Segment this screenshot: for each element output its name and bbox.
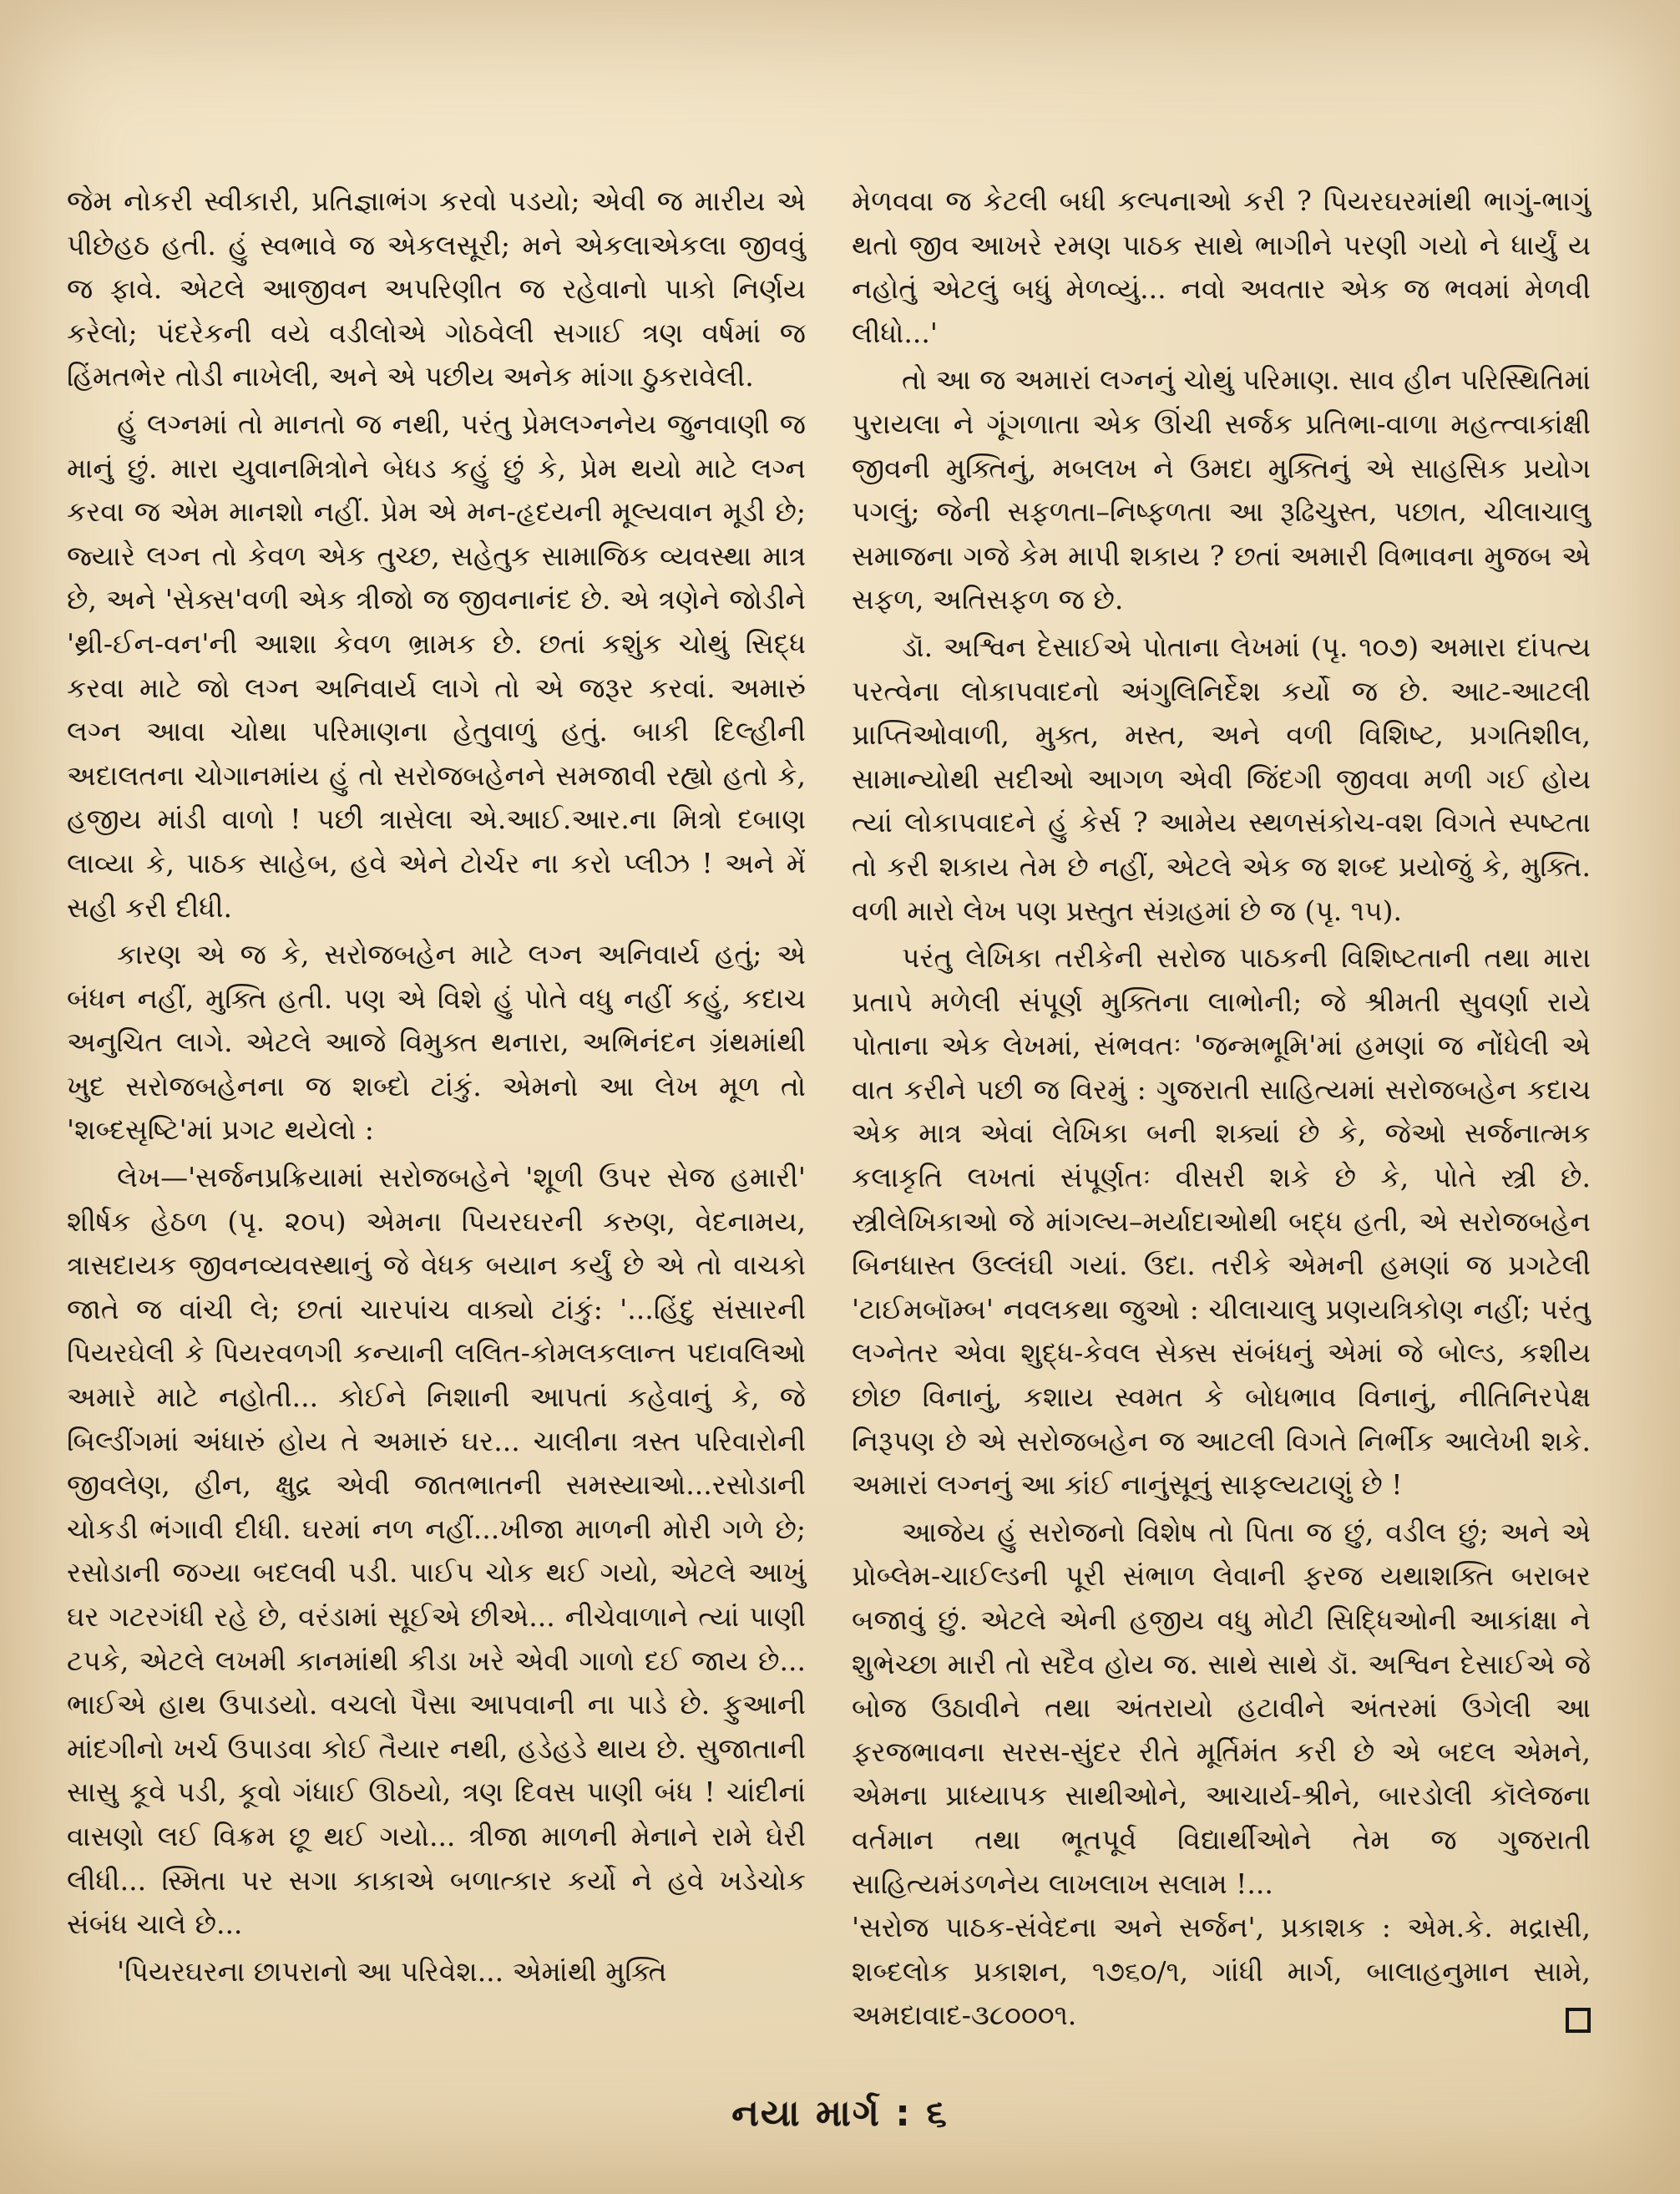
right-column — [852, 180, 1591, 2038]
paragraph: તો આ જ અમારાં લગ્નનું ચોથું પરિમાણ. સાવ હીન પરિસ્થિતિમાં પુરાયલા ને ગૂંગળાતા એક ઊંચી સર્જક પ્રતિભા-વાળા મહત્ત્વાકાંક્ષી જીવની મુક્તિનું, મબલખ ને ઉમદા મુક્તિનું એ સાહસિક પ્રયોગ પગલું; જેની સફળતા–નિષ્ફળતા આ રૂઢિચુસ્ત, પછાત, ચીલાચાલુ સમાજના ગજે કેમ માપી શકાય ? છતાં અમારી વિભાવના મુજબ એ સફળ, અતિસફળ જ છે. — [852, 363, 1591, 616]
end-of-article-square-icon — [1566, 2008, 1591, 2033]
paragraph: લેખ—'સર્જનપ્રક્રિયામાં સરોજબહેને 'શૂળી ઉપર સેજ હમારી' શીર્ષક હેઠળ (પૃ. ૨૦૫) એમના પિયરઘરની કરુણ, વેદનામય, ત્રાસદાયક જીવનવ્યવસ્થાનું જે વેધક બયાન કર્યું છે એ તો વાચકો જાતે જ વાંચી લે; છતાં ચારપાંચ વાક્યો ટાંકું: '...હિંદુ સંસારની પિયરઘેલી કે પિયરવળગી કન્યાની લલિત-કોમલકલાન્ત પદાવલિઓ અમારે માટે નહોતી... કોઈને નિશાની આપતાં કહેવાનું કે, જે બિલ્ડીંગમાં અંધારું હોય તે અમારું ઘર... ચાલીના ત્રસ્ત પરિવારોની જીવલેણ, હીન, ક્ષુદ્ર એવી જાતભાતની સમસ્યાઓ...રસોડાની ચોકડી ભંગાવી દીધી. ઘરમાં નળ નહીં...ખીજા માળની મોરી ગળે છે; રસોડાની જગ્યા બદલવી પડી. પાઈપ ચોક થઈ ગયો, એટલે આખું ઘર ગટરગંધી રહે છે, વરંડામાં સૂઈએ છીએ... નીચેવાળાને ત્યાં પાણી ટપકે, એટલે લખમી કાનમાંથી કીડા ખરે એવી ગાળો દઈ જાય છે... ભાઈએ હાથ ઉપાડયો. વચલો પૈસા આપવાની ના પાડે છે. ફુઆની માંદગીનો ખર્ચ ઉપાડવા કોઈ તૈયાર નથી, હડેહડે થાય છે. સુજાતાની સાસુ કૂવે પડી, કૂવો ગંધાઈ ઊઠયો, ત્રણ દિવસ પાણી બંધ ! ચાંદીનાં વાસણો લઈ વિક્રમ છૂ થઈ ગયો... ત્રીજા માળની મેનાને રામે ઘેરી લીધી... સ્મિતા પર સગા કાકાએ બળાત્કાર કર્યો ને હવે ખડેચોક સંબંધ ચાલે છે... — [67, 1161, 806, 1941]
paragraph: કારણ એ જ કે, સરોજબહેન માટે લગ્ન અનિવાર્ય હતું; એ બંધન નહીં, મુક્તિ હતી. પણ એ વિશે હું પોતે વધુ નહીં કહું, કદાચ અનુચિત લાગે. એટલે આજે વિમુક્ત થનારા, અભિનંદન ગ્રંથમાંથી ખુદ સરોજબહેનના જ શબ્દો ટાંકું. એમનો આ લેખ મૂળ તો 'શબ્દસૃષ્ટિ'માં પ્રગટ થયેલો : — [67, 938, 806, 1147]
page-footer: નયા માર્ગ : ૬ — [731, 2092, 949, 2135]
paragraph: ડૉ. અશ્વિન દેસાઈએ પોતાના લેખમાં (પૃ. ૧૦૭) અમારા દાંપત્ય પરત્વેના લોકાપવાદનો અંગુલિનિર્દેશ કર્યો જ છે. આટ-આટલી પ્રાપ્તિઓવાળી, મુક્ત, મસ્ત, અને વળી વિશિષ્ટ, પ્રગતિશીલ, સામાન્યોથી સદીઓ આગળ એવી જિંદગી જીવવા મળી ગઈ હોય ત્યાં લોકાપવાદને હું કેર્સ ? આમેય સ્થળસંકોચ-વશ વિગતે સ્પષ્ટતા તો કરી શકાય તેમ છે નહીં, એટલે એક જ શબ્દ પ્રયોજું કે, મુક્તિ. વળી મારો લેખ પણ પ્રસ્તુત સંગ્રહમાં છે જ (પૃ. ૧૫). — [852, 630, 1591, 927]
citation-block — [852, 1906, 1591, 2038]
paragraph: આજેય હું સરોજનો વિશેષ તો પિતા જ છું, વડીલ છું; અને એ પ્રોબ્લેમ-ચાઈલ્ડની પૂરી સંભાળ લેવાની ફરજ યથાશક્તિ બરાબર બજાવું છું. એટલે એની હજીય વધુ મોટી સિદ્ધિઓની આકાંક્ષા ને શુભેચ્છા મારી તો સદૈવ હોય જ. સાથે સાથે ડૉ. અશ્વિન દેસાઈએ જે બોજ ઉઠાવીને તથા અંતરાયો હટાવીને અંતરમાં ઉગેલી આ ફરજભાવના સરસ-સુંદર રીતે મૂર્તિમંત કરી છે એ બદલ એમને, એમના પ્રાધ્યાપક સાથીઓને, આચાર્ય-શ્રીને, બારડોલી કૉલેજના વર્તમાન તથા ભૂતપૂર્વ વિદ્યાર્થીઓને તેમ જ ગુજરાતી સાહિત્યમંડળનેય લાખલાખ સલામ !... — [852, 1515, 1591, 1900]
citation: 'સરોજ પાઠક-સંવેદના અને સર્જન', પ્રકાશક : એમ.કે. મદ્રાસી, શબ્દલોક પ્રકાશન, ૧૭૬૦/૧, ગાંધી માર્ગ, બાલાહનુમાન સામે, અમદાવાદ-૩૮૦૦૦૧. — [852, 1911, 1591, 2032]
left-column — [67, 180, 806, 1994]
paragraph: 'પિયરઘરના છાપરાનો આ પરિવેશ... એમાંથી મુક્તિ — [117, 1954, 667, 1988]
paragraph: પરંતુ લેખિકા તરીકેની સરોજ પાઠકની વિશિષ્ટતાની તથા મારા પ્રતાપે મળેલી સંપૂર્ણ મુક્તિના લાભોની; જે શ્રીમતી સુવર્ણા રાયે પોતાના એક લેખમાં, સંભવતઃ 'જન્મભૂમિ'માં હમણાં જ નોંધેલી એ વાત કરીને પછી જ વિરમું : ગુજરાતી સાહિત્યમાં સરોજબહેન કદાચ એક માત્ર એવાં લેખિકા બની શક્યાં છે કે, જેઓ સર્જનાત્મક કલાકૃતિ લખતાં સંપૂર્ણતઃ વીસરી શકે છે કે, પોતે સ્ત્રી છે. સ્ત્રીલેખિકાઓ જે માંગલ્ય–મર્યાદાઓથી બદ્ધ હતી, એ સરોજબહેન બિનધાસ્ત ઉલ્લંઘી ગયાં. ઉદા. તરીકે એમની હમણાં જ પ્રગટેલી 'ટાઈમબૉમ્બ' નવલકથા જુઓ : ચીલાચાલુ પ્રણયત્રિકોણ નહીં; પરંતુ લગ્નેતર એવા શુદ્ધ-કેવલ સેક્સ સંબંધનું એમાં જે બોલ્ડ, કશીય છોછ વિનાનું, કશાય સ્વમત કે બોધભાવ વિનાનું, નીતિનિરપેક્ષ નિરૂપણ છે એ સરોજબહેન જ આટલી વિગતે નિર્ભીક આલેખી શકે. અમારાં લગ્નનું આ કાંઈ નાનુંસૂનું સાફલ્યટાણું છે ! — [852, 941, 1591, 1502]
paragraph: હું લગ્નમાં તો માનતો જ નથી, પરંતુ પ્રેમલગ્નનેય જુનવાણી જ માનું છું. મારા યુવાનમિત્રોને બેધડ કહું છું કે, પ્રેમ થયો માટે લગ્ન કરવા જ એમ માનશો નહીં. પ્રેમ એ મન-હૃદયની મૂલ્યવાન મૂડી છે; જ્યારે લગ્ન તો કેવળ એક તુચ્છ, સહેતુક સામાજિક વ્યવસ્થા માત્ર છે, અને 'સેક્સ'વળી એક ત્રીજો જ જીવનાનંદ છે. એ ત્રણેને જોડીને 'થ્રી-ઈન-વન'ની આશા કેવળ ભ્રામક છે. છતાં કશુંક ચોથું સિદ્ધ કરવા માટે જો લગ્ન અનિવાર્ય લાગે તો એ જરૂર કરવાં. અમારું લગ્ન આવા ચોથા પરિમાણના હેતુવાળું હતું. બાકી દિલ્હીની અદાલતના ચોગાનમાંય હું તો સરોજબહેનને સમજાવી રહ્યો હતો કે, હજીય માંડી વાળો ! પછી ત્રાસેલા એ.આઈ.આર.ના મિત્રો દબાણ લાવ્યા કે, પાઠક સાહેબ, હવે એને ટોર્ચર ના કરો પ્લીઝ ! અને મેં સહી કરી દીધી. — [67, 407, 806, 924]
paragraph: જેમ નોકરી સ્વીકારી, પ્રતિજ્ઞાભંગ કરવો પડયો; એવી જ મારીય એ પીછેહઠ હતી. હું સ્વભાવે જ એકલસૂરી; મને એકલાએકલા જીવવું જ ફાવે. એટલે આજીવન અપરિણીત જ રહેવાનો પાકો નિર્ણય કરેલો; પંદરેકની વયે વડીલોએ ગોઠવેલી સગાઈ ત્રણ વર્ષમાં જ હિંમતભેર તોડી નાખેલી, અને એ પછીય અનેક માંગા ઠુકરાવેલી. — [67, 185, 806, 393]
paragraph: મેળવવા જ કેટલી બધી કલ્પનાઓ કરી ? પિયરઘરમાંથી ભાગું-ભાગું થતો જીવ આખરે રમણ પાઠક સાથે ભાગીને પરણી ગયો ને ધાર્યું ય નહોતું એટલું બધું મેળવ્યું... નવો અવતાર એક જ ભવમાં મેળવી લીધો...' — [852, 185, 1591, 349]
